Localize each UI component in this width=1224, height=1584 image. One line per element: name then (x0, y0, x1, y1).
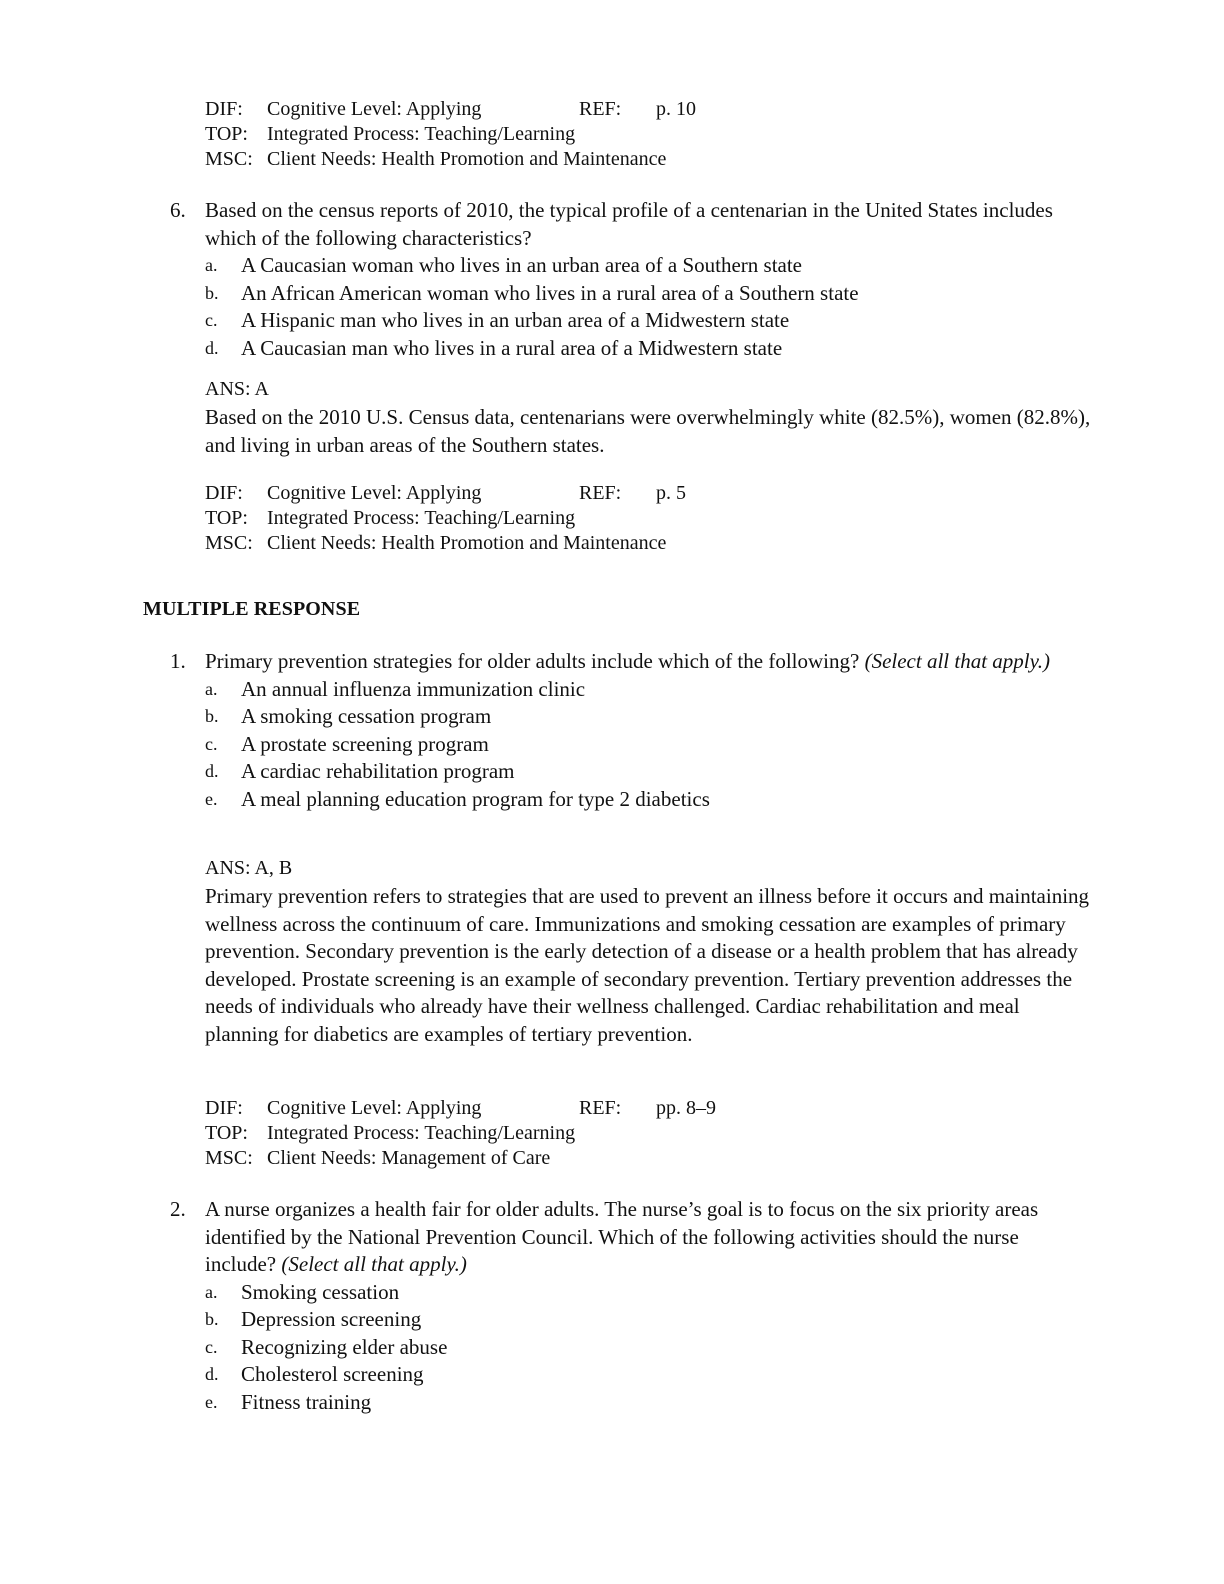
option-letter: d. (205, 337, 219, 358)
option-text: A Caucasian man who lives in a rural area of a Midwestern state (241, 335, 783, 360)
ref-value: p. 10 (656, 98, 696, 120)
dif-key: DIF: (205, 1097, 243, 1119)
dif-value: Cognitive Level: Applying (267, 98, 482, 120)
dif-value: Cognitive Level: Applying (267, 1097, 482, 1119)
option-letter: b. (205, 282, 219, 303)
answer-block (205, 856, 1095, 1048)
msc-row (205, 531, 686, 556)
answer-label: ANS: A (205, 378, 269, 400)
top-value: Integrated Process: Teaching/Learning (267, 1122, 576, 1144)
answer-label: ANS: A, B (205, 857, 293, 879)
question-number: 2. (170, 1197, 186, 1221)
question-instruction: (Select all that apply.) (864, 649, 1051, 673)
dif-value: Cognitive Level: Applying (267, 482, 482, 504)
option-text: Smoking cessation (241, 1279, 400, 1304)
question-stem (0, 197, 1095, 252)
question-instruction: (Select all that apply.) (281, 1252, 467, 1276)
option-text: An annual influenza immunization clinic (241, 676, 586, 701)
top-key: TOP: (205, 507, 248, 529)
option-letter: a. (205, 678, 218, 699)
answer-block (205, 377, 1095, 459)
dif-row (205, 481, 686, 506)
option-letter: a. (205, 1281, 218, 1302)
question-stem (0, 1196, 1095, 1279)
question-meta-block (205, 481, 686, 556)
option-letter: a. (205, 255, 218, 275)
option-d (0, 335, 1095, 363)
option-c (0, 307, 1095, 335)
option-a (0, 676, 1095, 704)
option-letter: e. (205, 788, 218, 809)
msc-value: Client Needs: Health Promotion and Maintenance (267, 148, 667, 170)
option-text: A smoking cessation program (241, 704, 492, 728)
msc-row (205, 147, 696, 172)
ref-value: p. 5 (656, 482, 686, 504)
option-text: A cardiac rehabilitation program (241, 759, 515, 783)
mr-question-1 (0, 648, 1095, 813)
option-text: Cholesterol screening (241, 1362, 424, 1386)
option-text: Depression screening (241, 1307, 422, 1331)
option-letter: c. (205, 733, 218, 754)
dif-key: DIF: (205, 482, 243, 504)
question-meta-block (205, 97, 696, 172)
question-text: Based on the census reports of 2010, the typical profile of a centenarian in the United States includes which of the following characteristics? (205, 198, 1053, 250)
option-text: Recognizing elder abuse (241, 1334, 448, 1359)
option-b (0, 1306, 1095, 1334)
option-text: A Hispanic man who lives in an urban area of a Midwestern state (241, 308, 790, 332)
option-d (0, 758, 1095, 786)
msc-row (205, 1146, 716, 1171)
option-letter: b. (205, 1309, 219, 1329)
answer-rationale: Primary prevention refers to strategies that are used to prevent an illness before it occurs and maintaining wellness across the continuum of care. Immunizations and smoking cessation are examples of primary prevention. Secondary prevention is the early detection of a disease or a health problem that has already developed. Prostate screening is an example of secondary prevention. Tertiary prevention addresses the needs of individuals who already have their wellness challenged. Cardiac rehabilitation and meal planning for diabetics are examples of tertiary prevention. (205, 884, 1090, 1046)
option-letter: c. (205, 310, 218, 330)
top-value: Integrated Process: Teaching/Learning (267, 123, 576, 145)
option-text: A Caucasian woman who lives in an urban area of a Southern state (241, 253, 803, 277)
option-b (0, 280, 1095, 308)
top-key: TOP: (205, 123, 248, 145)
option-text: An African American woman who lives in a rural area of a Southern state (241, 280, 859, 305)
option-text: Fitness training (241, 1389, 372, 1414)
ref-value: pp. 8–9 (656, 1097, 716, 1119)
ref-key: REF: (579, 1097, 622, 1119)
ref-key: REF: (579, 482, 622, 504)
mr-question-2 (0, 1196, 1095, 1416)
option-c (0, 1334, 1095, 1362)
option-letter: b. (205, 706, 219, 726)
msc-key: MSC: (205, 148, 253, 170)
top-row (205, 506, 686, 531)
question-stem (0, 648, 1095, 676)
question-number: 6. (170, 198, 186, 222)
question-number: 1. (170, 649, 186, 673)
option-e (0, 1389, 1095, 1417)
option-a (0, 252, 1095, 280)
question-text: Primary prevention strategies for older adults include which of the following? (205, 649, 865, 673)
top-row (205, 1121, 716, 1146)
msc-value: Client Needs: Health Promotion and Maintenance (267, 532, 667, 554)
top-key: TOP: (205, 1122, 248, 1144)
option-d (0, 1361, 1095, 1389)
msc-key: MSC: (205, 532, 253, 554)
option-text: A prostate screening program (241, 731, 489, 756)
top-value: Integrated Process: Teaching/Learning (267, 507, 576, 529)
option-c (0, 731, 1095, 759)
dif-row (205, 1096, 716, 1121)
option-letter: e. (205, 1391, 218, 1412)
option-letter: d. (205, 761, 219, 781)
option-a (0, 1279, 1095, 1307)
question-text: A nurse organizes a health fair for older adults. The nurse’s goal is to focus on the six priority areas identified by the National Prevention Council. Which of the following activities should the nurse include? (205, 1197, 1039, 1276)
option-letter: d. (205, 1364, 219, 1384)
msc-key: MSC: (205, 1147, 253, 1169)
dif-row (205, 97, 696, 122)
section-heading: MULTIPLE RESPONSE (143, 598, 361, 620)
ref-key: REF: (579, 98, 622, 120)
question-6 (0, 197, 1095, 362)
option-text: A meal planning education program for type 2 diabetics (241, 786, 710, 811)
dif-key: DIF: (205, 98, 243, 120)
option-e (0, 786, 1095, 814)
option-b (0, 703, 1095, 731)
question-meta-block (205, 1096, 716, 1171)
answer-rationale: Based on the 2010 U.S. Census data, centenarians were overwhelmingly white (82.5%), women (82.8%), and living in urban areas of the Southern states. (205, 405, 1091, 457)
msc-value: Client Needs: Management of Care (267, 1147, 551, 1169)
option-letter: c. (205, 1336, 218, 1357)
top-row (205, 122, 696, 147)
